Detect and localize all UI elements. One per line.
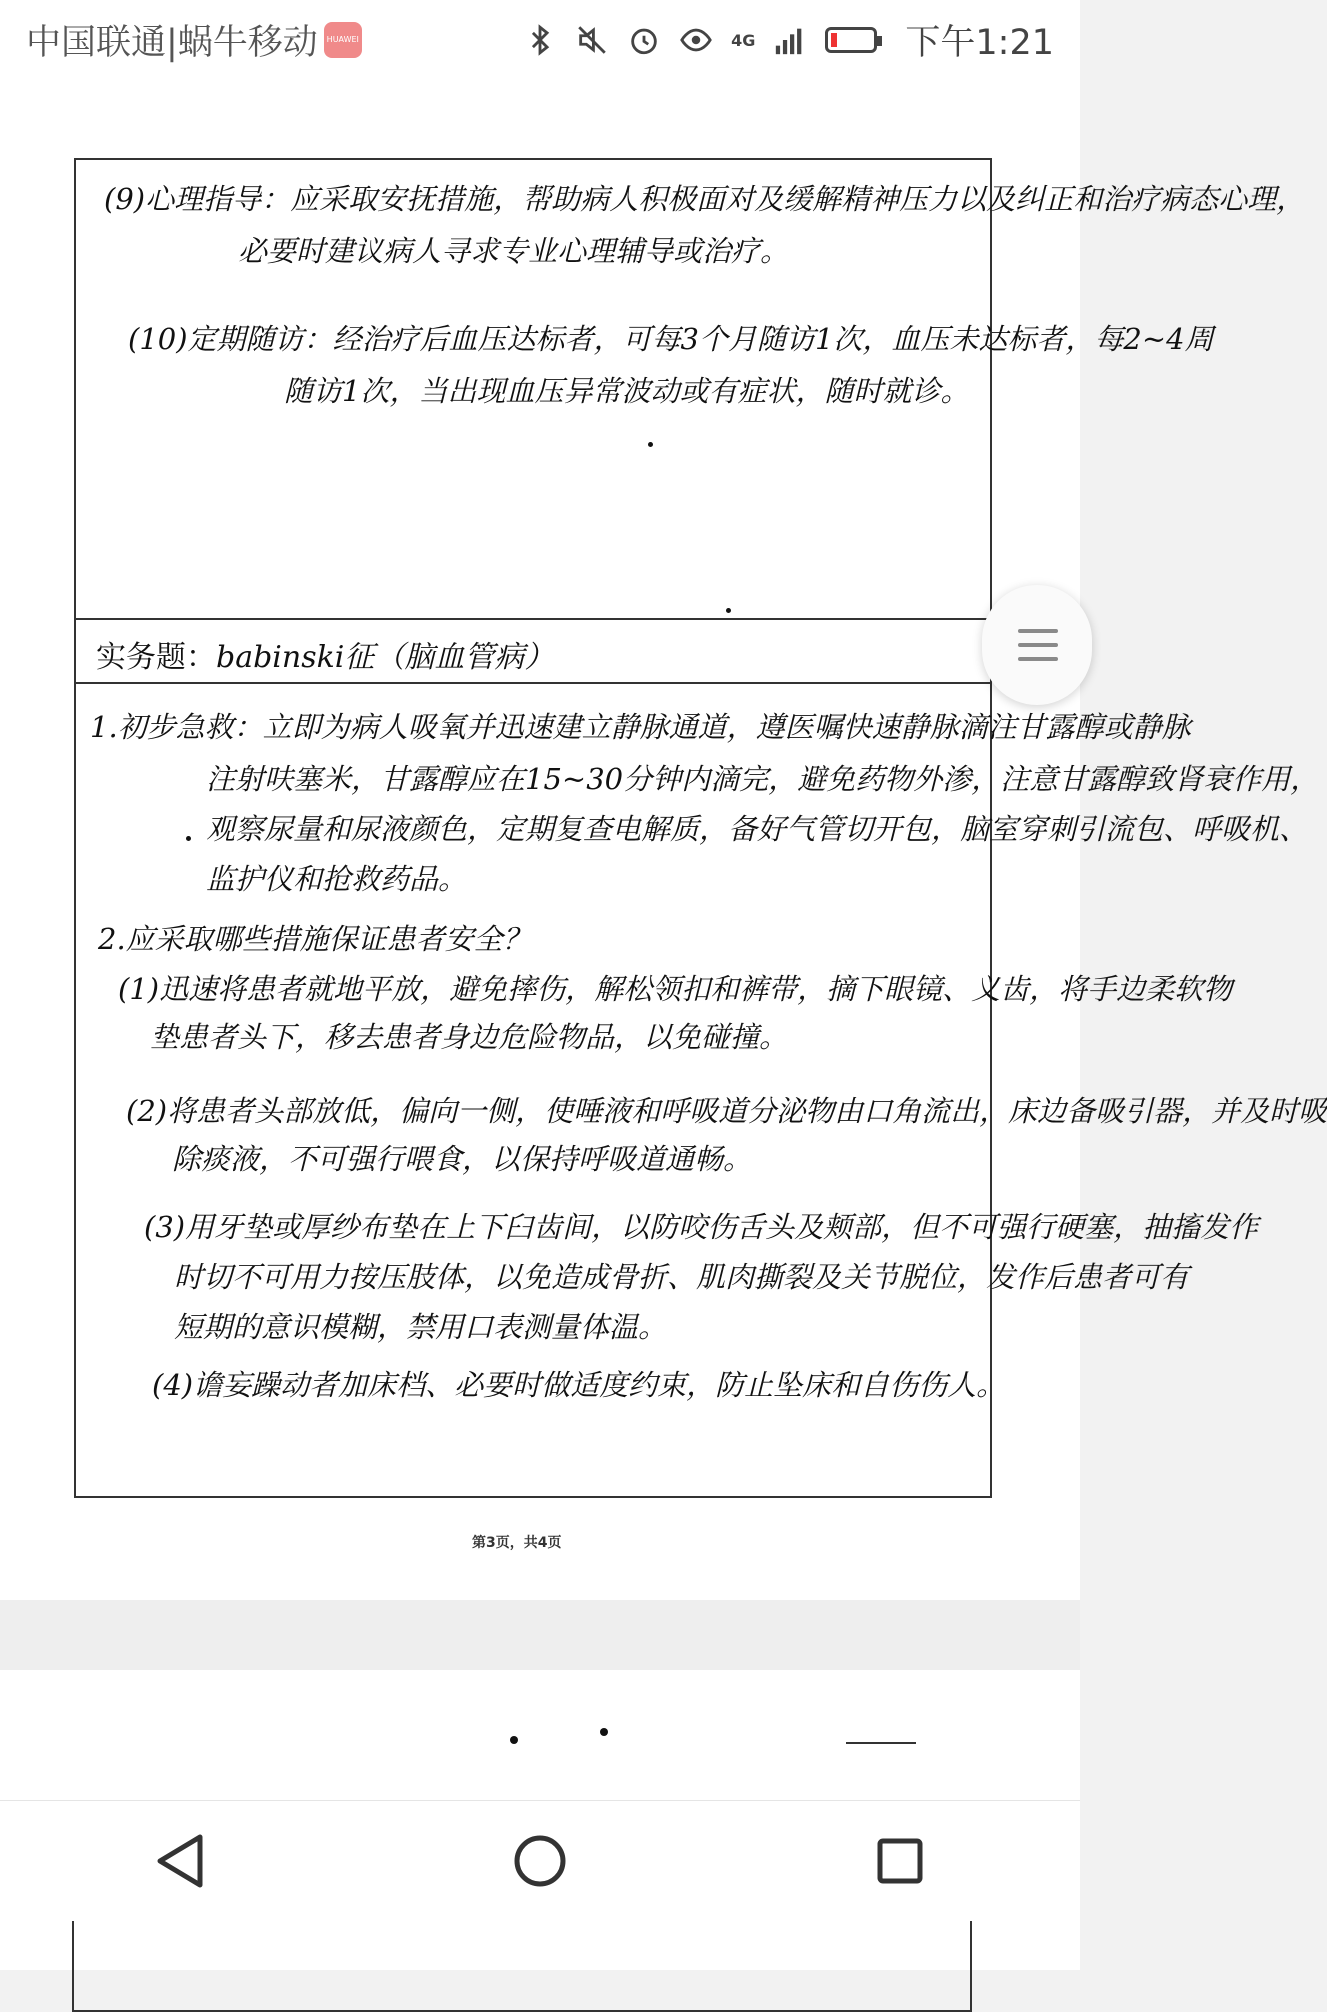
signal-icon (773, 23, 807, 57)
battery-icon (825, 27, 877, 53)
navigation-bar (0, 1800, 1080, 1921)
answer-line: 2.应采取哪些措施保证患者安全？ (98, 922, 532, 956)
answer-line: 时切不可用力按压肢体，以免造成骨折、肌肉撕裂及关节脱位，发作后患者可有 (174, 1260, 1190, 1294)
home-circle-icon (512, 1833, 568, 1889)
practice-topic: babinski征（脑血管病） (216, 640, 555, 675)
eye-icon (679, 23, 713, 57)
page-gap (0, 1600, 1080, 1670)
ink-dot (510, 1736, 518, 1744)
alarm-icon (627, 23, 661, 57)
huawei-badge-icon (324, 22, 362, 58)
ink-dot (648, 442, 653, 447)
answer-line: 观察尿量和尿液颜色，定期复查电解质，备好气管切开包，脑室穿刺引流包、呼吸机、 (206, 812, 1309, 846)
practice-label: 实务题： (96, 640, 216, 675)
home-button[interactable] (505, 1826, 575, 1896)
answer-line: 监护仪和抢救药品。 (206, 862, 468, 896)
answer-line: (4)谵妄躁动者加床档、必要时做适度约束，防止坠床和自伤伤人。 (152, 1368, 1006, 1402)
practice-question-title (96, 632, 554, 676)
item-9-line-1: (9)心理指导：应采取安抚措施，帮助病人积极面对及缓解精神压力以及纠正和治疗病态心理， (104, 182, 1306, 216)
table-divider-top (74, 618, 992, 620)
ink-dot (600, 1728, 608, 1736)
ink-dot (726, 608, 731, 613)
carrier-text: 中国联通|蜗牛移动 (26, 23, 318, 63)
status-bar (0, 0, 1080, 80)
answer-line: (3)用牙垫或厚纱布垫在上下臼齿间，以防咬伤舌头及颊部，但不可强行硬塞，抽搐发作 (144, 1210, 1259, 1244)
item-10-line-2: 随访1次，当出现血压异常波动或有症状，随时就诊。 (284, 374, 970, 408)
recents-square-icon (875, 1836, 925, 1886)
answer-line: (2)将患者头部放低，偏向一侧，使唾液和呼吸道分泌物由口角流出，床边备吸引器，并及时吸 (126, 1094, 1327, 1128)
huawei-badge-text: HUAWEI (326, 35, 359, 44)
page-number-footer: 第3页，共4页 (472, 1535, 562, 1551)
answer-line: 1.初步急救：立即为病人吸氧并迅速建立静脉通道，遵医嘱快速静脉滴注甘露醇或静脉 (90, 710, 1191, 744)
network-type: 4G (731, 30, 756, 50)
ink-stroke (846, 1742, 916, 1744)
menu-icon (1018, 627, 1058, 663)
back-triangle-icon (154, 1833, 206, 1889)
answer-line: 除痰液，不可强行喂食，以保持呼吸道通畅。 (172, 1142, 753, 1176)
bluetooth-icon (523, 23, 557, 57)
item-9-line-2: 必要时建议病人寻求专业心理辅导或治疗。 (238, 234, 790, 268)
status-icons (523, 15, 1054, 65)
table-divider-bottom (74, 682, 992, 684)
carrier-info (26, 15, 362, 65)
ink-dot (186, 836, 191, 841)
answer-line: (1)迅速将患者就地平放，避免摔伤，解松领扣和裤带，摘下眼镜、义齿，将手边柔软物 (118, 972, 1233, 1006)
answer-line: 垫患者头下，移去患者身边危险物品，以免碰撞。 (150, 1020, 789, 1054)
back-button[interactable] (145, 1826, 215, 1896)
document-page-3 (0, 80, 1327, 1600)
item-10-line-1: (10)定期随访：经治疗后血压达标者，可每3个月随访1次，血压未达标者，每2~4周 (128, 322, 1214, 356)
mute-icon (575, 23, 609, 57)
floating-menu-button[interactable] (982, 585, 1092, 705)
status-time: 下午1:21 (905, 23, 1054, 63)
document-viewer[interactable] (0, 80, 1327, 1800)
answer-line: 注射呋塞米，甘露醇应在15~30分钟内滴完，避免药物外渗，注意甘露醇致肾衰作用， (206, 762, 1320, 796)
answer-line: 短期的意识模糊，禁用口表测量体温。 (174, 1310, 668, 1344)
recents-button[interactable] (865, 1826, 935, 1896)
